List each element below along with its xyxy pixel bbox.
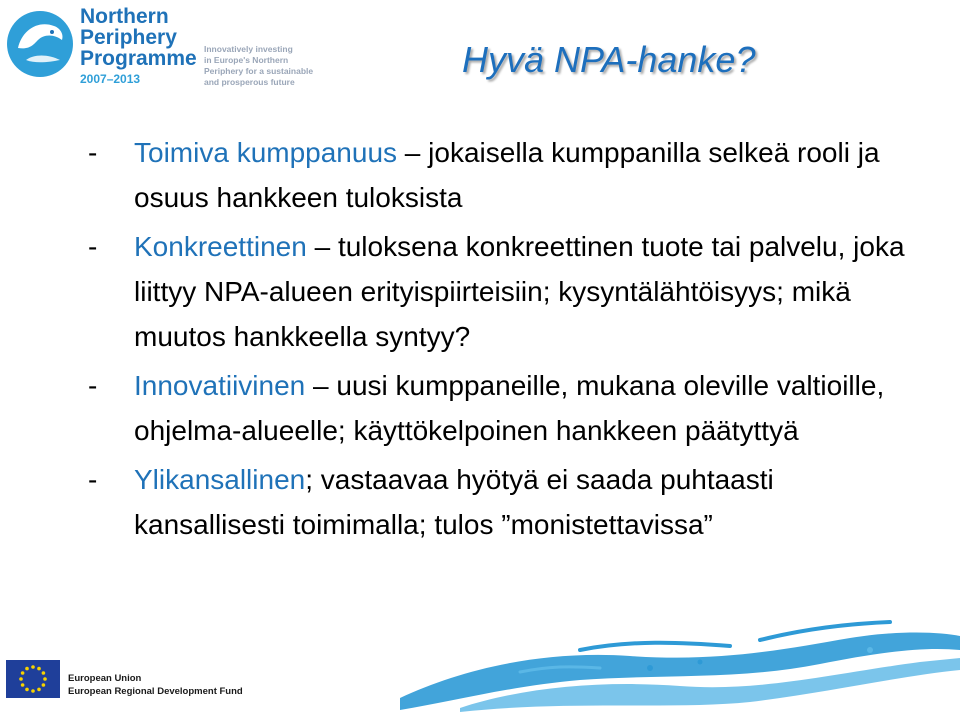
bullet-text: jokaisella kumppanilla selkeä rooli ja osuus hankkeen tuloksista [134,137,880,213]
northern-periphery-logo [4,4,324,92]
erdf-label: European Regional Development Fund [68,686,243,697]
bullet-keyword: Konkreettinen [134,231,307,262]
bullet-dash: - [88,464,98,495]
logo-tagline-2: in Europe's Northern [204,55,289,65]
bullet-item [88,130,908,220]
logo-emblem-icon [4,4,76,92]
bullet-separator: – [397,137,429,168]
bullet-item [88,457,908,547]
bullet-text: vastaavaa hyötyä ei saada puhtaasti kansallisesti toimimalla; tulos ”monistettavissa” [134,464,774,540]
logo-tagline-4: and prosperous future [204,77,295,87]
eu-flag-icon [6,660,60,698]
bullet-keyword: Innovatiivinen [134,370,306,401]
logo-tagline-3: Periphery for a sustainable [204,66,314,76]
logo-tagline-1: Innovatively investing [204,44,293,54]
bullet-item [88,363,908,453]
bullet-text: tuloksena konkreettinen tuote tai palvelu, joka liittyy NPA-alueen erityispiirteisiin; kysyntälähtöisyys; mikä muutos hankkeella syntyy? [134,231,905,352]
bullet-separator: – [305,370,337,401]
bullet-text: uusi kumppaneille, mukana oleville valtioille, ohjelma-alueelle; käyttökelpoinen hankkeen päätyttyä [134,370,885,446]
bullet-item [88,224,908,359]
logo-years: 2007–2013 [80,72,141,86]
bullet-separator: ; [305,464,321,495]
eu-label: European Union [68,673,142,684]
bullet-keyword: Ylikansallinen [134,464,306,495]
bullet-dash: - [88,370,98,401]
bullet-list [88,130,908,551]
logo-name-line-1: Northern [80,5,169,28]
wave-decoration [400,610,960,712]
bullet-keyword: Toimiva kumppanuus [134,137,398,168]
logo-name-line-2: Periphery [80,26,177,49]
bullet-dash: - [88,231,98,262]
bullet-separator: – [306,231,338,262]
slide-title: Hyvä NPA-hanke? [462,39,756,80]
logo-name-line-3: Programme [80,47,197,70]
bullet-dash: - [88,137,98,168]
